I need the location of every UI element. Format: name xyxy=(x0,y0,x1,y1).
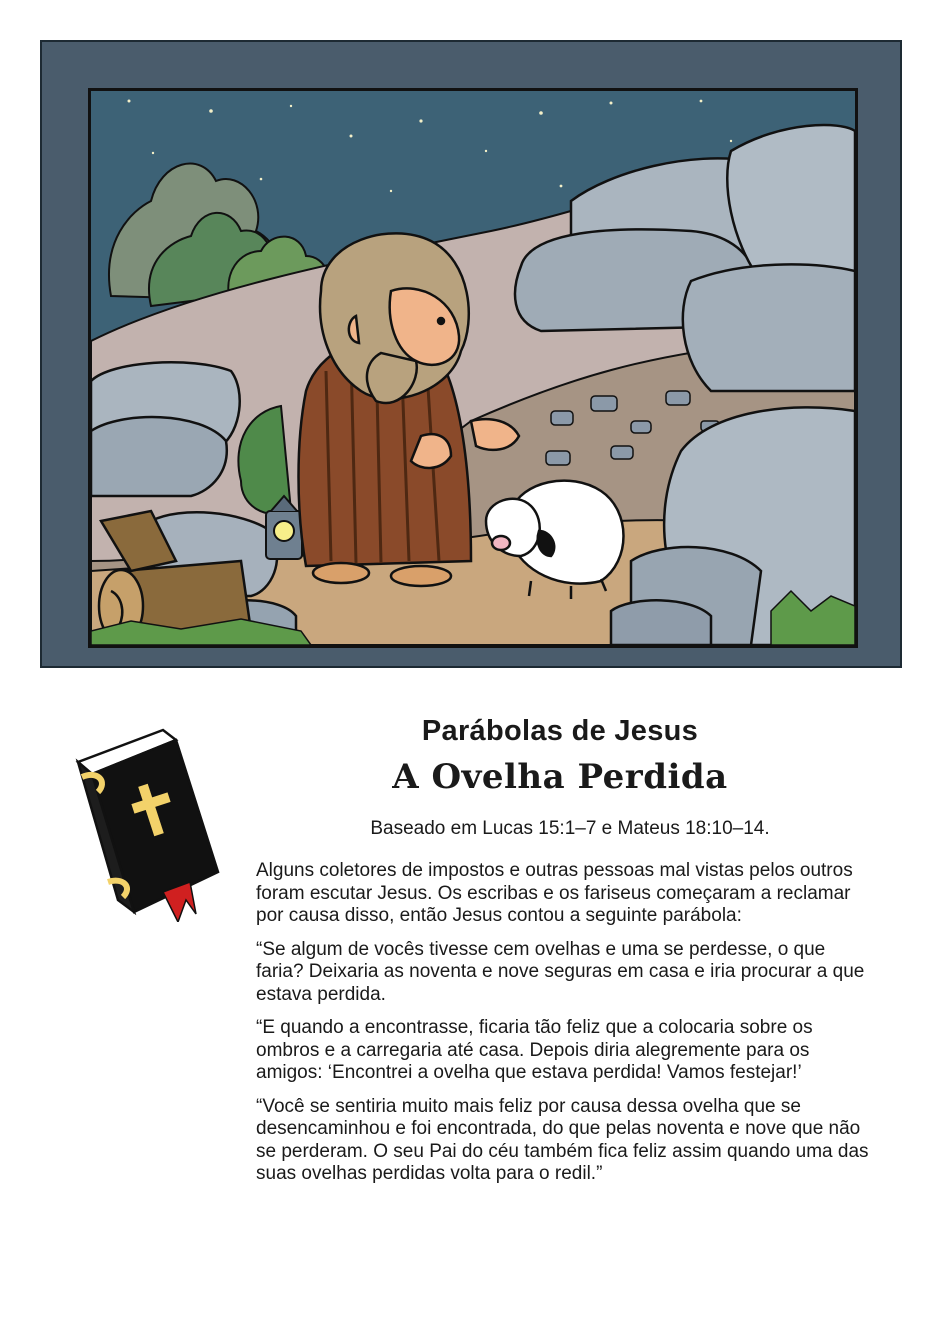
bible-icon xyxy=(68,722,228,922)
story-title: A Ovelha Perdida xyxy=(392,757,728,797)
scripture-source: Baseado em Lucas 15:1–7 e Mateus 18:10–14. xyxy=(370,818,770,839)
paragraph: “Se algum de vocês tivesse cem ovelhas e uma se perdesse, o que faria? Deixaria as noventa e nove seguras em casa e iria procurar a que estava perdida. xyxy=(256,938,865,1005)
paragraph: Alguns coletores de impostos e outras pessoas mal vistas pelos outros foram escutar Jesus. Os escribas e os fariseus começaram a reclamar por causa disso, então Jesus contou a seguinte parábola: xyxy=(256,860,853,926)
paragraph: “E quando a encontrasse, ficaria tão feliz que a colocaria sobre os ombros e a carregaria até casa. Depois diria alegremente para os amigos: ‘Encontrei a ovelha que estava perdida! Vamos festejar!’ xyxy=(256,1017,813,1083)
shepherd-scene xyxy=(91,91,855,645)
series-title: Parábolas de Jesus xyxy=(421,715,699,747)
illustration-frame xyxy=(40,40,902,668)
paragraph: “Você se sentiria muito mais feliz por causa dessa ovelha que se desencaminhou e foi encontrada, do que pelas noventa e nove que não se perderam. O seu Pai do céu também fica feliz assim quando uma das suas ovelhas perdidas volta para o redil.” xyxy=(256,1095,869,1184)
illustration xyxy=(88,88,858,648)
story-text xyxy=(256,860,874,1197)
